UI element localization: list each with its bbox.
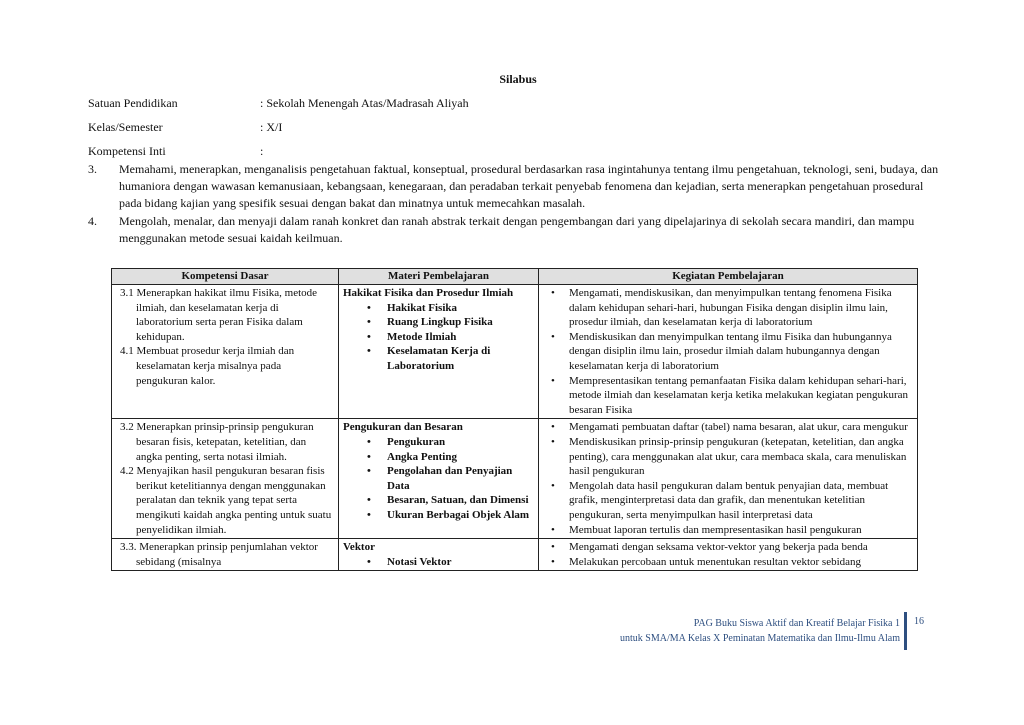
kegiatan-item: • Mendiskusikan prinsip-prinsip pengukuran (ketepatan, ketelitian, dan angka penting), cara menggunakan alat ukur, cara membaca skala, cara menuliskan hasil pengukuran [543, 435, 913, 479]
materi-cell [339, 539, 539, 571]
materi-item: • Notasi Vektor [343, 555, 534, 570]
materi-item: • Pengolahan dan Penyajian Data [343, 464, 534, 493]
materi-item: • Angka Penting [343, 450, 534, 465]
ki-text: Memahami, menerapkan, menganalisis pengetahuan faktual, konseptual, prosedural berdasarkan rasa ingintahunya tentang ilmu pengetahuan, teknologi, seni, budaya, dan humaniora dengan wawasan kemanusiaan, kebangsaan, kenegaraan, dan peradaban terkait penyebab fenomena dan kejadian, serta menerapkan pengetahuan prosedural pada bidang kajian yang spesifik sesuai dengan bakat dan minatnya untuk memecahkan masalah. [119, 162, 939, 210]
page-title: Silabus [499, 72, 537, 86]
table-row [112, 285, 918, 419]
meta-label: Kelas/Semester [88, 120, 163, 134]
kegiatan-item: • Mengamati pembuatan daftar (tabel) nama besaran, alat ukur, cara mengukur [543, 420, 913, 435]
kd-cell [112, 419, 339, 539]
footer-book-subtitle: untuk SMA/MA Kelas X Peminatan Matematika dan Ilmu-Ilmu Alam [620, 633, 900, 644]
kegiatan-item: • Mendiskusikan dan menyimpulkan tentang ilmu Fisika dan hubungannya dengan disiplin ilmu lain, prosedur ilmiah dalam hubungannya dengan keselamatan kerja di laboratorium [543, 330, 913, 374]
footer-book-title: PAG Buku Siswa Aktif dan Kreatif Belajar Fisika 1 [693, 618, 900, 629]
materi-title: Pengukuran dan Besaran [343, 421, 463, 434]
kd-cell [112, 539, 339, 571]
header-kegiatan-pembelajaran: Kegiatan Pembelajaran [539, 269, 918, 285]
kegiatan-item: • Mengamati dengan seksama vektor-vektor yang bekerja pada benda [543, 540, 913, 555]
meta-label: Satuan Pendidikan [88, 96, 178, 110]
footer-divider [904, 612, 907, 650]
materi-title: Vektor [343, 541, 375, 554]
kd-item: 4.2 Menyajikan hasil pengukuran besaran fisis berikut ketelitiannya dengan menggunakan peralatan dan teknik yang tepat serta mengikuti kaidah angka penting untuk suatu penyelidikan ilmiah. [120, 465, 332, 536]
kegiatan-item: • Melakukan percobaan untuk menentukan resultan vektor sebidang [543, 555, 913, 570]
materi-title: Hakikat Fisika dan Prosedur Ilmiah [343, 287, 514, 299]
footer-text [560, 616, 900, 646]
ki-number: 4. [88, 214, 97, 228]
kegiatan-item: • Mengamati, mendiskusikan, dan menyimpulkan tentang fenomena Fisika dalam kehidupan sehari-hari, hubungan Fisika dengan disiplin ilmu lain, prosedur ilmiah, dan keselamatan kerja di laboratorium [543, 286, 913, 330]
materi-item: • Ruang Lingkup Fisika [343, 315, 534, 330]
header-kompetensi-dasar: Kompetensi Dasar [112, 269, 339, 285]
ki-item-3 [88, 161, 940, 212]
kegiatan-item: • Mengolah data hasil pengukuran dalam bentuk penyajian data, membuat grafik, menginterpretasi data dan grafik, dan menentukan ketelitian pengukuran, serta menyimpulkan hasil interpretasi data [543, 479, 913, 523]
materi-item: • Ukuran Berbagai Objek Alam [343, 508, 534, 523]
kd-item: 3.3. Menerapkan prinsip penjumlahan vektor sebidang (misalnya [120, 541, 318, 568]
header-materi-pembelajaran: Materi Pembelajaran [339, 269, 539, 285]
meta-value: : Sekolah Menengah Atas/Madrasah Aliyah [260, 96, 469, 110]
materi-cell [339, 285, 539, 419]
kd-item: 3.1 Menerapkan hakikat ilmu Fisika, metode ilmiah, dan keselamatan kerja di laboratorium serta peran Fisika dalam kehidupan. [120, 287, 318, 343]
ki-text: Mengolah, menalar, dan menyaji dalam ranah konkret dan ranah abstrak terkait dengan pengembangan dari yang dipelajarinya di sekolah secara mandiri, dan mampu menggunakan metode sesuai kaidah keilmuan. [119, 214, 915, 245]
kd-item: 3.2 Menerapkan prinsip-prinsip pengukuran besaran fisis, ketepatan, ketelitian, dan angka penting, serta notasi ilmiah. [120, 421, 314, 463]
materi-item: • Besaran, Satuan, dan Dimensi [343, 493, 534, 508]
materi-item: • Pengukuran [343, 435, 534, 450]
kegiatan-item: • Mempresentasikan tentang pemanfaatan Fisika dalam kehidupan sehari-hari, metode ilmiah dan keselamatan kerja ketika melakukan kegiatan pengukuran besaran Fisika [543, 374, 913, 418]
materi-item: • Hakikat Fisika [343, 301, 534, 316]
syllabus-table [111, 268, 918, 571]
kegiatan-item: • Membuat laporan tertulis dan mempresentasikan hasil pengukuran [543, 523, 913, 538]
table-row [112, 539, 918, 571]
kd-cell [112, 285, 339, 419]
kegiatan-cell [539, 285, 918, 419]
ki-item-4 [88, 213, 940, 247]
materi-item: • Keselamatan Kerja di Laboratorium [343, 344, 534, 373]
kegiatan-cell [539, 419, 918, 539]
materi-cell [339, 419, 539, 539]
page-number: 16 [914, 616, 924, 627]
table-header-row [112, 269, 918, 285]
ki-number: 3. [88, 162, 97, 176]
kd-item: 4.1 Membuat prosedur kerja ilmiah dan keselamatan kerja misalnya pada pengukuran kalor. [120, 345, 295, 387]
kegiatan-cell [539, 539, 918, 571]
table-row [112, 419, 918, 539]
meta-label: Kompetensi Inti [88, 144, 166, 158]
materi-item: • Metode Ilmiah [343, 330, 534, 345]
meta-value: : [260, 144, 264, 158]
meta-value: : X/I [260, 120, 283, 134]
